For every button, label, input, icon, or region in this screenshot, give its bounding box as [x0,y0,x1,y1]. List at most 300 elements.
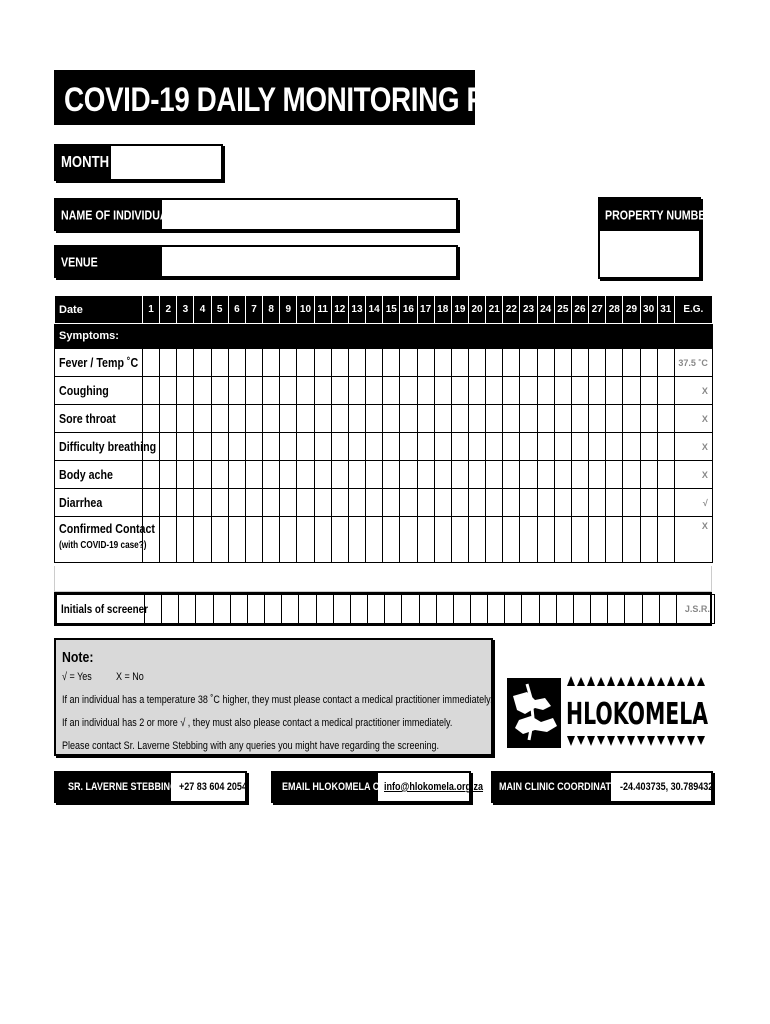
day-entry-cell[interactable] [503,461,520,489]
day-entry-cell[interactable] [280,377,297,405]
day-entry-cell[interactable] [160,489,177,517]
day-entry-cell[interactable] [589,489,606,517]
name-field[interactable] [54,198,458,231]
month-field[interactable] [54,144,223,181]
day-entry-cell[interactable] [589,349,606,377]
day-entry-cell[interactable] [417,433,434,461]
day-entry-cell[interactable] [486,349,503,377]
day-entry-cell[interactable] [520,433,537,461]
day-entry-cell[interactable] [434,433,451,461]
day-entry-cell[interactable] [211,377,228,405]
note-no: X = No [116,671,144,683]
day-entry-cell[interactable] [263,489,280,517]
symptoms-header-cell [657,324,674,349]
initials-entry-cell[interactable] [608,595,625,624]
day-entry-cell[interactable] [194,433,211,461]
day-entry-cell[interactable] [623,377,640,405]
initials-entry-cell[interactable] [162,595,179,624]
day-entry-cell[interactable] [434,461,451,489]
day-entry-cell[interactable] [520,405,537,433]
day-entry-cell[interactable] [366,461,383,489]
day-entry-cell[interactable] [606,461,623,489]
initials-entry-cell[interactable] [470,595,487,624]
initials-entry-cell[interactable] [505,595,522,624]
day-header: 26 [571,296,588,324]
day-entry-cell[interactable] [554,349,571,377]
day-entry-cell[interactable] [348,517,365,563]
day-entry-cell[interactable] [211,489,228,517]
note-line-2: If an individual has 2 or more √ , they must also please contact a medical practitioner immediately. [62,717,453,729]
day-entry-cell[interactable] [194,461,211,489]
day-entry-cell[interactable] [331,517,348,563]
email-label: EMAIL HLOKOMELA ON [282,781,387,793]
name-label-box [56,200,175,229]
day-entry-cell[interactable] [263,517,280,563]
day-entry-cell[interactable] [554,489,571,517]
initials-entry-cell[interactable] [556,595,573,624]
day-entry-cell[interactable] [606,489,623,517]
day-entry-cell[interactable] [245,377,262,405]
initials-entry-cell[interactable] [539,595,556,624]
day-entry-cell[interactable] [348,349,365,377]
symptoms-header-cell [194,324,211,349]
day-entry-cell[interactable] [623,433,640,461]
day-entry-cell[interactable] [589,517,606,563]
day-entry-cell[interactable] [280,517,297,563]
day-entry-cell[interactable] [331,349,348,377]
day-header: 16 [400,296,417,324]
day-entry-cell[interactable] [160,517,177,563]
day-entry-cell[interactable] [245,349,262,377]
date-label: Date [55,296,143,324]
day-entry-cell[interactable] [331,489,348,517]
day-header: 28 [606,296,623,324]
day-entry-cell[interactable] [623,461,640,489]
symptom-row [55,349,713,377]
symptoms-header-row [55,324,713,349]
day-entry-cell[interactable] [434,489,451,517]
day-entry-cell[interactable] [177,433,194,461]
initials-entry-cell[interactable] [385,595,402,624]
day-entry-cell[interactable] [589,461,606,489]
day-entry-cell[interactable] [331,433,348,461]
day-entry-cell[interactable] [400,517,417,563]
day-entry-cell[interactable] [657,489,674,517]
day-entry-cell[interactable] [211,349,228,377]
day-entry-cell[interactable] [417,461,434,489]
contact-phone[interactable]: +27 83 604 2054 [179,781,247,793]
day-entry-cell[interactable] [571,377,588,405]
day-entry-cell[interactable] [468,377,485,405]
day-entry-cell[interactable] [194,489,211,517]
day-entry-cell[interactable] [400,377,417,405]
day-entry-cell[interactable] [451,377,468,405]
day-entry-cell[interactable] [468,405,485,433]
symptom-label: Coughing [59,383,109,398]
day-entry-cell[interactable] [417,349,434,377]
day-entry-cell[interactable] [537,489,554,517]
initials-entry-cell[interactable] [573,595,590,624]
day-entry-cell[interactable] [383,377,400,405]
initials-entry-cell[interactable] [282,595,299,624]
initials-entry-cell[interactable] [436,595,453,624]
day-entry-cell[interactable] [486,377,503,405]
day-entry-cell[interactable] [228,377,245,405]
day-entry-cell[interactable] [520,461,537,489]
day-entry-cell[interactable] [211,461,228,489]
day-entry-cell[interactable] [348,433,365,461]
day-entry-cell[interactable] [297,461,314,489]
day-entry-cell[interactable] [451,405,468,433]
day-entry-cell[interactable] [434,405,451,433]
initials-entry-cell[interactable] [591,595,608,624]
day-entry-cell[interactable] [589,405,606,433]
day-entry-cell[interactable] [228,433,245,461]
day-entry-cell[interactable] [177,461,194,489]
day-entry-cell[interactable] [571,489,588,517]
day-entry-cell[interactable] [503,377,520,405]
day-entry-cell[interactable] [263,461,280,489]
initials-entry-cell[interactable] [316,595,333,624]
day-entry-cell[interactable] [640,517,657,563]
day-entry-cell[interactable] [366,349,383,377]
day-entry-cell[interactable] [606,349,623,377]
symptom-row [55,433,713,461]
day-entry-cell[interactable] [623,517,640,563]
day-entry-cell[interactable] [331,461,348,489]
day-entry-cell[interactable] [348,461,365,489]
day-entry-cell[interactable] [537,405,554,433]
initials-grid [56,594,715,624]
day-entry-cell[interactable] [177,349,194,377]
day-entry-cell[interactable] [297,405,314,433]
day-entry-cell[interactable] [623,405,640,433]
initials-entry-cell[interactable] [625,595,642,624]
day-entry-cell[interactable] [245,517,262,563]
symptom-row [55,377,713,405]
day-entry-cell[interactable] [348,489,365,517]
day-header: 14 [366,296,383,324]
email-box [271,771,484,803]
day-entry-cell[interactable] [263,349,280,377]
day-entry-cell[interactable] [383,433,400,461]
symptom-label: Confirmed Contact [59,521,155,536]
day-entry-cell[interactable] [554,405,571,433]
day-entry-cell[interactable] [228,405,245,433]
day-entry-cell[interactable] [417,377,434,405]
day-header: 30 [640,296,657,324]
day-entry-cell[interactable] [589,433,606,461]
day-entry-cell[interactable] [280,489,297,517]
day-entry-cell[interactable] [314,461,331,489]
initials-example: J.S.R. [676,595,714,624]
day-entry-cell[interactable] [143,489,160,517]
day-entry-cell[interactable] [297,489,314,517]
day-entry-cell[interactable] [143,405,160,433]
day-entry-cell[interactable] [503,517,520,563]
day-entry-cell[interactable] [177,405,194,433]
day-entry-cell[interactable] [451,489,468,517]
symptoms-header-cell [589,324,606,349]
symptom-label: Body ache [59,467,113,482]
day-entry-cell[interactable] [314,405,331,433]
day-entry-cell[interactable] [177,517,194,563]
initials-table [54,592,712,626]
day-entry-cell[interactable] [383,517,400,563]
day-entry-cell[interactable] [554,517,571,563]
initials-entry-cell[interactable] [265,595,282,624]
example-value: X [674,377,712,405]
day-entry-cell[interactable] [640,377,657,405]
day-entry-cell[interactable] [160,349,177,377]
day-entry-cell[interactable] [571,461,588,489]
symptoms-header-cell [434,324,451,349]
day-entry-cell[interactable] [503,433,520,461]
email-link[interactable]: info@hlokomela.org.za [384,781,484,793]
day-entry-cell[interactable] [571,349,588,377]
day-entry-cell[interactable] [537,349,554,377]
symptom-row [55,461,713,489]
day-entry-cell[interactable] [657,405,674,433]
example-value: 37.5 ˚C [674,349,712,377]
initials-entry-cell[interactable] [350,595,367,624]
day-entry-cell[interactable] [623,489,640,517]
day-entry-cell[interactable] [297,433,314,461]
day-entry-cell[interactable] [468,349,485,377]
day-entry-cell[interactable] [245,433,262,461]
example-value: X [674,433,712,461]
day-entry-cell[interactable] [554,377,571,405]
day-entry-cell[interactable] [451,433,468,461]
day-entry-cell[interactable] [451,349,468,377]
day-entry-cell[interactable] [520,377,537,405]
day-entry-cell[interactable] [520,517,537,563]
initials-entry-cell[interactable] [402,595,419,624]
day-entry-cell[interactable] [194,517,211,563]
day-entry-cell[interactable] [297,349,314,377]
day-entry-cell[interactable] [434,349,451,377]
day-entry-cell[interactable] [348,377,365,405]
day-entry-cell[interactable] [657,377,674,405]
day-entry-cell[interactable] [366,517,383,563]
day-entry-cell[interactable] [194,405,211,433]
day-entry-cell[interactable] [400,461,417,489]
day-entry-cell[interactable] [228,489,245,517]
day-entry-cell[interactable] [537,377,554,405]
day-entry-cell[interactable] [606,405,623,433]
day-entry-cell[interactable] [400,433,417,461]
day-entry-cell[interactable] [657,461,674,489]
day-entry-cell[interactable] [211,433,228,461]
initials-entry-cell[interactable] [642,595,659,624]
day-entry-cell[interactable] [657,433,674,461]
initials-entry-cell[interactable] [299,595,316,624]
symptoms-header-cell [606,324,623,349]
day-entry-cell[interactable] [228,349,245,377]
day-entry-cell[interactable] [571,405,588,433]
day-entry-cell[interactable] [417,489,434,517]
note-title: Note: [62,649,94,666]
day-entry-cell[interactable] [280,349,297,377]
day-entry-cell[interactable] [314,489,331,517]
day-entry-cell[interactable] [314,349,331,377]
day-header: 25 [554,296,571,324]
day-entry-cell[interactable] [366,433,383,461]
symptoms-header-cell [674,324,712,349]
day-entry-cell[interactable] [657,517,674,563]
contact-box [54,771,247,803]
symptoms-header-cell [640,324,657,349]
day-entry-cell[interactable] [640,489,657,517]
day-entry-cell[interactable] [194,349,211,377]
day-entry-cell[interactable] [468,433,485,461]
symptom-label-cell [55,377,143,405]
day-entry-cell[interactable] [503,349,520,377]
initials-row [57,595,715,624]
day-entry-cell[interactable] [383,461,400,489]
day-entry-cell[interactable] [486,433,503,461]
day-header: 12 [331,296,348,324]
initials-entry-cell[interactable] [488,595,505,624]
venue-field[interactable] [54,245,458,278]
day-entry-cell[interactable] [434,517,451,563]
initials-entry-cell[interactable] [213,595,230,624]
day-header: 4 [194,296,211,324]
day-entry-cell[interactable] [263,405,280,433]
day-entry-cell[interactable] [297,517,314,563]
day-entry-cell[interactable] [263,433,280,461]
day-entry-cell[interactable] [366,489,383,517]
symptoms-header-cell [211,324,228,349]
day-entry-cell[interactable] [640,433,657,461]
initials-entry-cell[interactable] [333,595,350,624]
day-entry-cell[interactable] [160,433,177,461]
initials-entry-cell[interactable] [659,595,676,624]
day-entry-cell[interactable] [571,433,588,461]
day-entry-cell[interactable] [177,377,194,405]
day-entry-cell[interactable] [640,461,657,489]
day-entry-cell[interactable] [366,405,383,433]
day-entry-cell[interactable] [417,405,434,433]
day-entry-cell[interactable] [160,377,177,405]
day-header: 31 [657,296,674,324]
day-entry-cell[interactable] [520,489,537,517]
day-entry-cell[interactable] [245,461,262,489]
day-entry-cell[interactable] [280,433,297,461]
day-entry-cell[interactable] [486,461,503,489]
day-entry-cell[interactable] [486,517,503,563]
day-entry-cell[interactable] [606,517,623,563]
day-entry-cell[interactable] [486,489,503,517]
day-entry-cell[interactable] [314,517,331,563]
initials-entry-cell[interactable] [453,595,470,624]
day-entry-cell[interactable] [228,461,245,489]
day-entry-cell[interactable] [297,377,314,405]
day-entry-cell[interactable] [383,349,400,377]
initials-entry-cell[interactable] [247,595,264,624]
day-entry-cell[interactable] [554,461,571,489]
initials-entry-cell[interactable] [179,595,196,624]
symptom-label-cell [55,433,157,461]
day-entry-cell[interactable] [331,377,348,405]
day-entry-cell[interactable] [280,461,297,489]
day-entry-cell[interactable] [640,405,657,433]
day-entry-cell[interactable] [228,517,245,563]
day-header: 19 [451,296,468,324]
day-entry-cell[interactable] [383,489,400,517]
day-entry-cell[interactable] [160,405,177,433]
day-entry-cell[interactable] [400,405,417,433]
day-entry-cell[interactable] [177,489,194,517]
day-entry-cell[interactable] [468,517,485,563]
day-entry-cell[interactable] [331,405,348,433]
day-entry-cell[interactable] [194,377,211,405]
symptom-label-cell [55,405,143,433]
initials-entry-cell[interactable] [230,595,247,624]
day-entry-cell[interactable] [417,517,434,563]
day-entry-cell[interactable] [348,405,365,433]
day-entry-cell[interactable] [400,489,417,517]
day-entry-cell[interactable] [451,461,468,489]
day-entry-cell[interactable] [657,349,674,377]
day-entry-cell[interactable] [400,349,417,377]
day-entry-cell[interactable] [520,349,537,377]
day-entry-cell[interactable] [383,405,400,433]
day-entry-cell[interactable] [589,377,606,405]
day-entry-cell[interactable] [143,461,160,489]
day-entry-cell[interactable] [554,433,571,461]
day-entry-cell[interactable] [160,461,177,489]
day-entry-cell[interactable] [640,349,657,377]
day-entry-cell[interactable] [245,489,262,517]
day-entry-cell[interactable] [606,433,623,461]
day-entry-cell[interactable] [245,405,262,433]
day-entry-cell[interactable] [211,405,228,433]
day-entry-cell[interactable] [503,405,520,433]
day-entry-cell[interactable] [468,489,485,517]
day-entry-cell[interactable] [537,517,554,563]
day-entry-cell[interactable] [143,377,160,405]
day-entry-cell[interactable] [503,489,520,517]
day-entry-cell[interactable] [537,433,554,461]
symptoms-header-cell [417,324,434,349]
day-entry-cell[interactable] [434,377,451,405]
initials-entry-cell[interactable] [419,595,436,624]
day-entry-cell[interactable] [571,517,588,563]
day-entry-cell[interactable] [366,377,383,405]
day-entry-cell[interactable] [606,377,623,405]
symptoms-header-cell [348,324,365,349]
day-header: 15 [383,296,400,324]
day-entry-cell[interactable] [314,433,331,461]
day-entry-cell[interactable] [280,405,297,433]
initials-entry-cell[interactable] [196,595,213,624]
symptoms-header-cell [571,324,588,349]
initials-entry-cell[interactable] [522,595,539,624]
initials-entry-cell[interactable] [368,595,385,624]
day-entry-cell[interactable] [211,517,228,563]
day-entry-cell[interactable] [486,405,503,433]
day-entry-cell[interactable] [537,461,554,489]
day-entry-cell[interactable] [623,349,640,377]
day-entry-cell[interactable] [468,461,485,489]
day-entry-cell[interactable] [314,377,331,405]
symptoms-header-cell [228,324,245,349]
contact-name-box [56,773,178,801]
day-entry-cell[interactable] [263,377,280,405]
day-entry-cell[interactable] [451,517,468,563]
property-number-field[interactable] [598,197,714,279]
